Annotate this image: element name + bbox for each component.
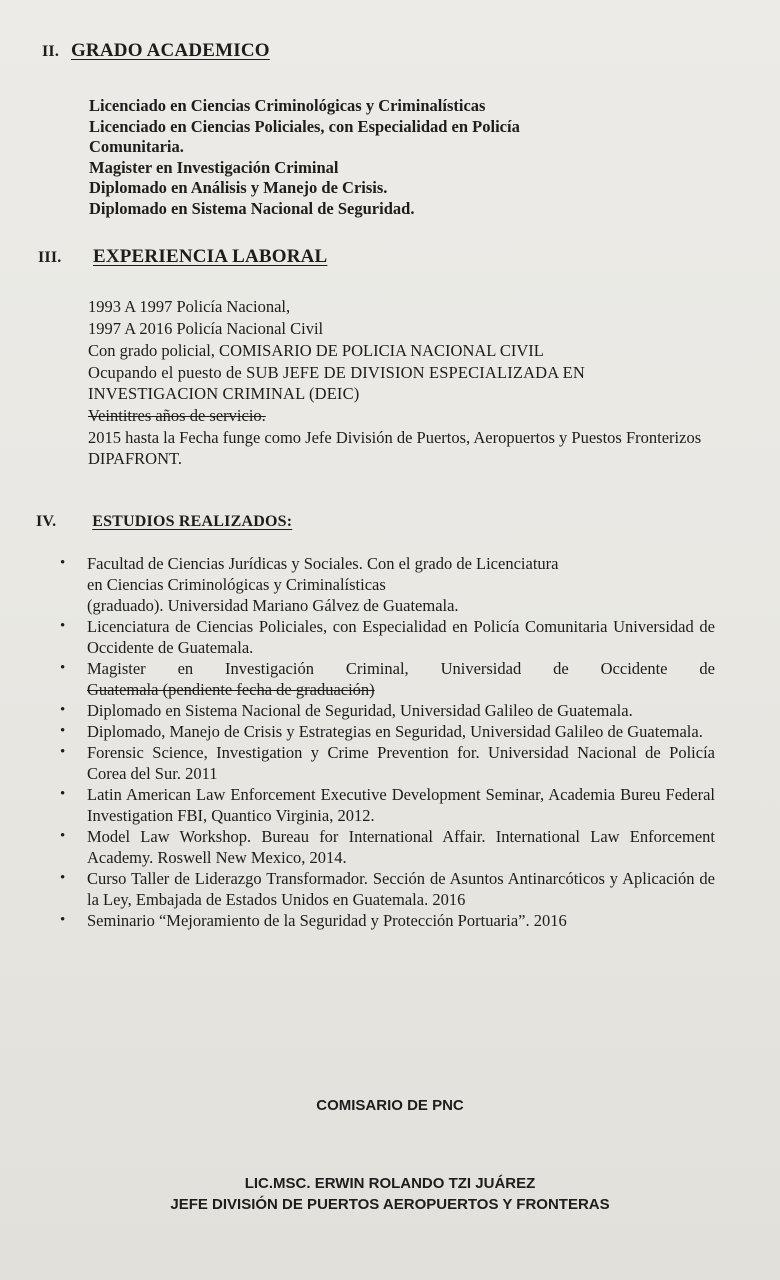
section-heading-estudios	[36, 513, 292, 531]
experiencia-item: 1993 A 1997 Policía Nacional,	[88, 297, 291, 316]
section-heading-experiencia	[38, 246, 327, 268]
section-title: GRADO ACADEMICO	[70, 40, 270, 61]
experiencia-item: 1997 A 2016 Policía Nacional Civil	[88, 319, 324, 338]
grado-list	[89, 96, 709, 219]
grado-line: Diplomado en Análisis y Manejo de Crisis.	[89, 178, 388, 197]
grado-line: Comunitaria.	[89, 137, 184, 156]
estudios-item: • Diplomado, Manejo de Crisis y Estrategias en Seguridad, Universidad Galileo de Guatemala.	[60, 721, 715, 742]
grado-line: Licenciado en Ciencias Policiales, con Especialidad en Policía	[89, 116, 520, 136]
estudios-item	[60, 553, 715, 616]
section-number: III.	[38, 249, 62, 266]
estudios-item	[60, 658, 715, 700]
estudios-item-line: en Ciencias Criminológicas y Criminalísticas	[87, 575, 386, 594]
estudios-item: • Diplomado en Sistema Nacional de Seguridad, Universidad Galileo de Guatemala.	[60, 700, 715, 721]
estudios-item: • Curso Taller de Liderazgo Transformador. Sección de Asuntos Antinarcóticos y Aplicación de la Ley, Embajada de Estados Unidos en Guatemala. 2016	[60, 868, 715, 910]
section-title: EXPERIENCIA LABORAL	[92, 246, 328, 267]
estudios-item: • Seminario “Mejoramiento de la Seguridad y Protección Portuaria”. 2016	[60, 910, 715, 931]
estudios-item: • Latin American Law Enforcement Executive Development Seminar, Academia Bureu Federal Investigation FBI, Quantico Virginia, 2012.	[60, 784, 715, 826]
experiencia-item: Veintitres años de servicio.	[88, 406, 266, 425]
experiencia-list	[88, 296, 713, 470]
estudios-item-line: (graduado). Universidad Mariano Gálvez de Guatemala.	[87, 596, 459, 615]
grado-line: Magister en Investigación Criminal	[89, 157, 339, 177]
signature-rank: COMISARIO DE PNC	[316, 1097, 464, 1114]
estudios-list	[60, 553, 715, 931]
section-number: IV.	[36, 513, 57, 530]
estudios-item: • Model Law Workshop. Bureau for International Affair. International Law Enforcement Academy. Roswell New Mexico, 2014.	[60, 826, 715, 868]
estudios-item-line: • Facultad de Ciencias Jurídicas y Sociales. Con el grado de Licenciatura	[87, 554, 559, 573]
grado-line: Licenciado en Ciencias Criminológicas y Criminalísticas	[89, 96, 486, 115]
experiencia-item: Ocupando el puesto de SUB JEFE DE DIVISION ESPECIALIZADA EN INVESTIGACION CRIMINAL (DEIC)	[88, 363, 585, 403]
experiencia-item: 2015 hasta la Fecha funge como Jefe División de Puertos, Aeropuertos y Puestos Fronterizos DIPAFRONT.	[88, 428, 702, 468]
section-title: ESTUDIOS REALIZADOS:	[92, 513, 293, 530]
estudios-item-line: Guatemala (pendiente fecha de graduación)	[87, 680, 375, 699]
grado-line: Diplomado en Sistema Nacional de Seguridad.	[89, 198, 415, 218]
experiencia-item: Con grado policial, COMISARIO DE POLICIA NACIONAL CIVIL	[88, 341, 544, 360]
estudios-item: • Licenciatura de Ciencias Policiales, con Especialidad en Policía Comunitaria Universidad de Occidente de Guatemala.	[60, 616, 715, 658]
signature-position: JEFE DIVISIÓN DE PUERTOS AEROPUERTOS Y FRONTERAS	[170, 1196, 610, 1213]
section-heading-grado	[42, 40, 270, 62]
section-number: II.	[42, 43, 60, 60]
estudios-item: • Forensic Science, Investigation y Crime Prevention for. Universidad Nacional de Policía Corea del Sur. 2011	[60, 742, 715, 784]
estudios-item-line: • Magister en Investigación Criminal, Universidad de Occidente de	[87, 659, 715, 678]
signature-name: LIC.MSC. ERWIN ROLANDO TZI JUÁREZ	[244, 1175, 536, 1192]
